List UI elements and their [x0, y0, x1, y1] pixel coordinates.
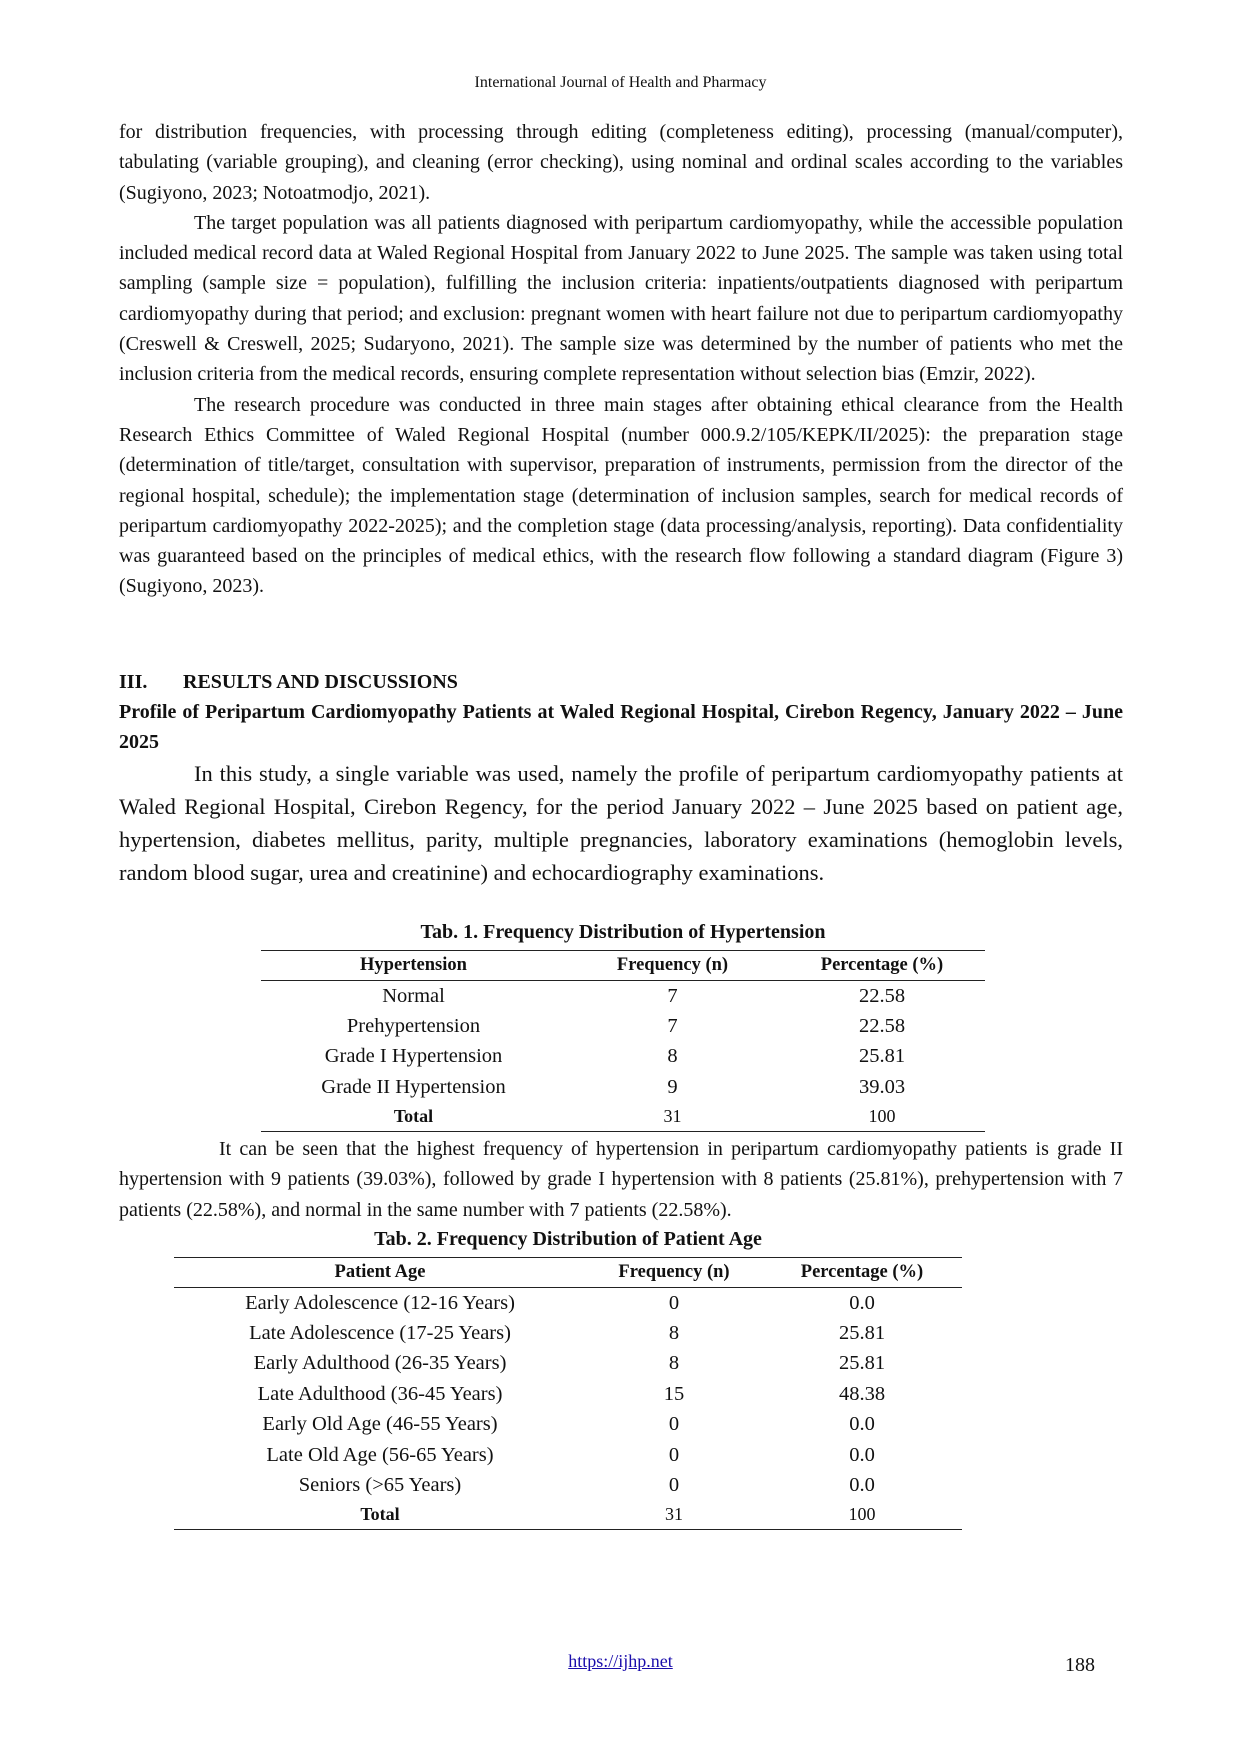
table-row [261, 981, 985, 1012]
column-header: Frequency (n) [566, 951, 779, 981]
methods-text [119, 117, 1123, 602]
table-cell: 39.03 [858, 1075, 906, 1098]
table-cell: Early Adolescence (12-16 Years) [245, 1291, 515, 1314]
table-total-row [261, 1103, 985, 1132]
table-row [174, 1440, 962, 1470]
paragraph-hypertension-summary: It can be seen that the highest frequency of hypertension in peripartum cardiomyopathy patients is grade II hypertension with 9 patients (39.03%), followed by grade I hypertension with 8 patients (25.81%), prehypertension with 7 patients (22.58%), and normal in the same number with 7 patients (22.58%). [119, 1138, 1123, 1221]
table-row [261, 1042, 985, 1072]
paragraph-population: The target population was all patients diagnosed with peripartum cardiomyopathy, while the accessible population included medical record data at Waled Regional Hospital from January 2022 to June 2025. The sample was taken using total sampling (sample size = population), fulfilling the inclusion criteria: inpatients/outpatients diagnosed with peripartum cardiomyopathy during that period; and exclusion: pregnant women with heart failure not due to peripartum cardiomyopathy (Creswell & Creswell, 2025; Sudaryono, 2021). The sample size was determined by the number of patients who met the inclusion criteria from the medical records, ensuring complete representation without selection bias (Emzir, 2022). [119, 211, 1123, 386]
table-cell: 8 [668, 1322, 680, 1345]
paragraph-distribution: for distribution frequencies, with processing through editing (completeness editing), processing (manual/computer), tabulating (variable grouping), and cleaning (error checking), using nominal and ordinal scales according to the variables (Sugiyono, 2023; Notoatmodjo, 2021). [119, 121, 1123, 204]
table-cell: Late Adulthood (36-45 Years) [257, 1382, 503, 1405]
table-cell: 22.58 [858, 984, 906, 1007]
column-header: Hypertension [261, 951, 566, 981]
table-row [174, 1288, 962, 1319]
column-header: Percentage (%) [762, 1258, 962, 1288]
table-cell: 31 [566, 1103, 779, 1132]
table-cell: 22.58 [858, 1015, 906, 1038]
table-cell: 25.81 [858, 1045, 906, 1068]
paragraph-variable: In this study, a single variable was used, namely the profile of peripartum cardiomyopathy patients at Waled Regional Hospital, Cirebon Regency, for the period January 2022 – June 2025 based on patient age, hypertension, diabetes mellitus, parity, multiple pregnancies, laboratory examinations (hemoglobin levels, random blood sugar, urea and creatinine) and echocardiography examinations. [119, 761, 1123, 885]
table-cell: 0.0 [849, 1291, 875, 1314]
table-cell: 15 [663, 1382, 685, 1405]
table-cell: 0 [668, 1413, 680, 1436]
table-row [174, 1349, 962, 1379]
table-cell: Seniors (>65 Years) [298, 1474, 462, 1497]
table-cell: 7 [667, 1015, 678, 1038]
table-cell: Early Adulthood (26-35 Years) [253, 1352, 507, 1375]
page-number: 188 [1065, 1654, 1095, 1676]
table-cell: 8 [667, 1045, 678, 1068]
table1-discussion [119, 1134, 1123, 1225]
table-cell: 0.0 [849, 1443, 875, 1466]
table-patient-age [174, 1257, 962, 1530]
table-header-row [261, 951, 985, 981]
table-row [174, 1410, 962, 1440]
subsection-heading: Profile of Peripartum Cardiomyopathy Patients at Waled Regional Hospital, Cirebon Regency, January 2022 – June 2025 [119, 701, 1123, 753]
journal-url-link[interactable]: https://ijhp.net [568, 1651, 673, 1671]
section-heading [119, 667, 1123, 697]
column-header: Patient Age [174, 1258, 586, 1288]
table-total-row [174, 1501, 962, 1530]
table-cell: 31 [586, 1501, 762, 1530]
table-cell: 25.81 [838, 1352, 886, 1375]
table-cell: Late Adolescence (17-25 Years) [249, 1322, 511, 1345]
table-cell: 7 [667, 984, 678, 1007]
table-row [174, 1318, 962, 1348]
table-cell: 9 [667, 1075, 678, 1098]
table-cell: 100 [762, 1501, 962, 1530]
table-row [261, 1072, 985, 1102]
table-row [261, 1011, 985, 1041]
column-header: Percentage (%) [779, 951, 985, 981]
table-row [174, 1470, 962, 1500]
table-cell: Total [261, 1103, 566, 1132]
table-cell: 0 [668, 1474, 680, 1497]
results-section [119, 667, 1123, 889]
paragraph-procedure: The research procedure was conducted in three main stages after obtaining ethical clearance from the Health Research Ethics Committee of Waled Regional Hospital (number 000.9.2/105/KEPK/II/2025): the preparation stage (determination of title/target, consultation with supervisor, preparation of instruments, permission from the director of the regional hospital, schedule); the implementation stage (determination of inclusion samples, search for medical records of peripartum cardiomyopathy 2022-2025); and the completion stage (data processing/analysis, reporting). Data confidentiality was guaranteed based on the principles of medical ethics, with the research flow following a standard diagram (Figure 3) (Sugiyono, 2023). [119, 393, 1123, 598]
table-cell: Normal [382, 984, 445, 1007]
table-cell: 100 [779, 1103, 985, 1132]
section-number: III. [119, 671, 148, 693]
table-cell: Grade I Hypertension [324, 1045, 503, 1068]
table-cell: Early Old Age (46-55 Years) [262, 1413, 498, 1436]
running-header: International Journal of Health and Pharmacy [474, 74, 767, 91]
table-hypertension [261, 950, 985, 1132]
table-cell: Prehypertension [346, 1015, 481, 1038]
table-cell: 0 [668, 1443, 680, 1466]
table-header-row [174, 1258, 962, 1288]
table-cell: 8 [668, 1352, 680, 1375]
table-cell: Total [174, 1501, 586, 1530]
table2-caption: Tab. 2. Frequency Distribution of Patient Age [374, 1228, 762, 1250]
table-cell: Late Old Age (56-65 Years) [266, 1443, 494, 1466]
table-cell: 25.81 [838, 1322, 886, 1345]
table-cell: 0.0 [849, 1413, 875, 1436]
column-header: Frequency (n) [586, 1258, 762, 1288]
table1-caption: Tab. 1. Frequency Distribution of Hypertension [420, 921, 826, 943]
table-cell: 48.38 [838, 1382, 886, 1405]
section-title: RESULTS AND DISCUSSIONS [183, 671, 458, 693]
table-cell: Grade II Hypertension [321, 1075, 506, 1098]
table-cell: 0.0 [849, 1474, 875, 1497]
table-row [174, 1379, 962, 1409]
table-cell: 0 [668, 1291, 680, 1314]
